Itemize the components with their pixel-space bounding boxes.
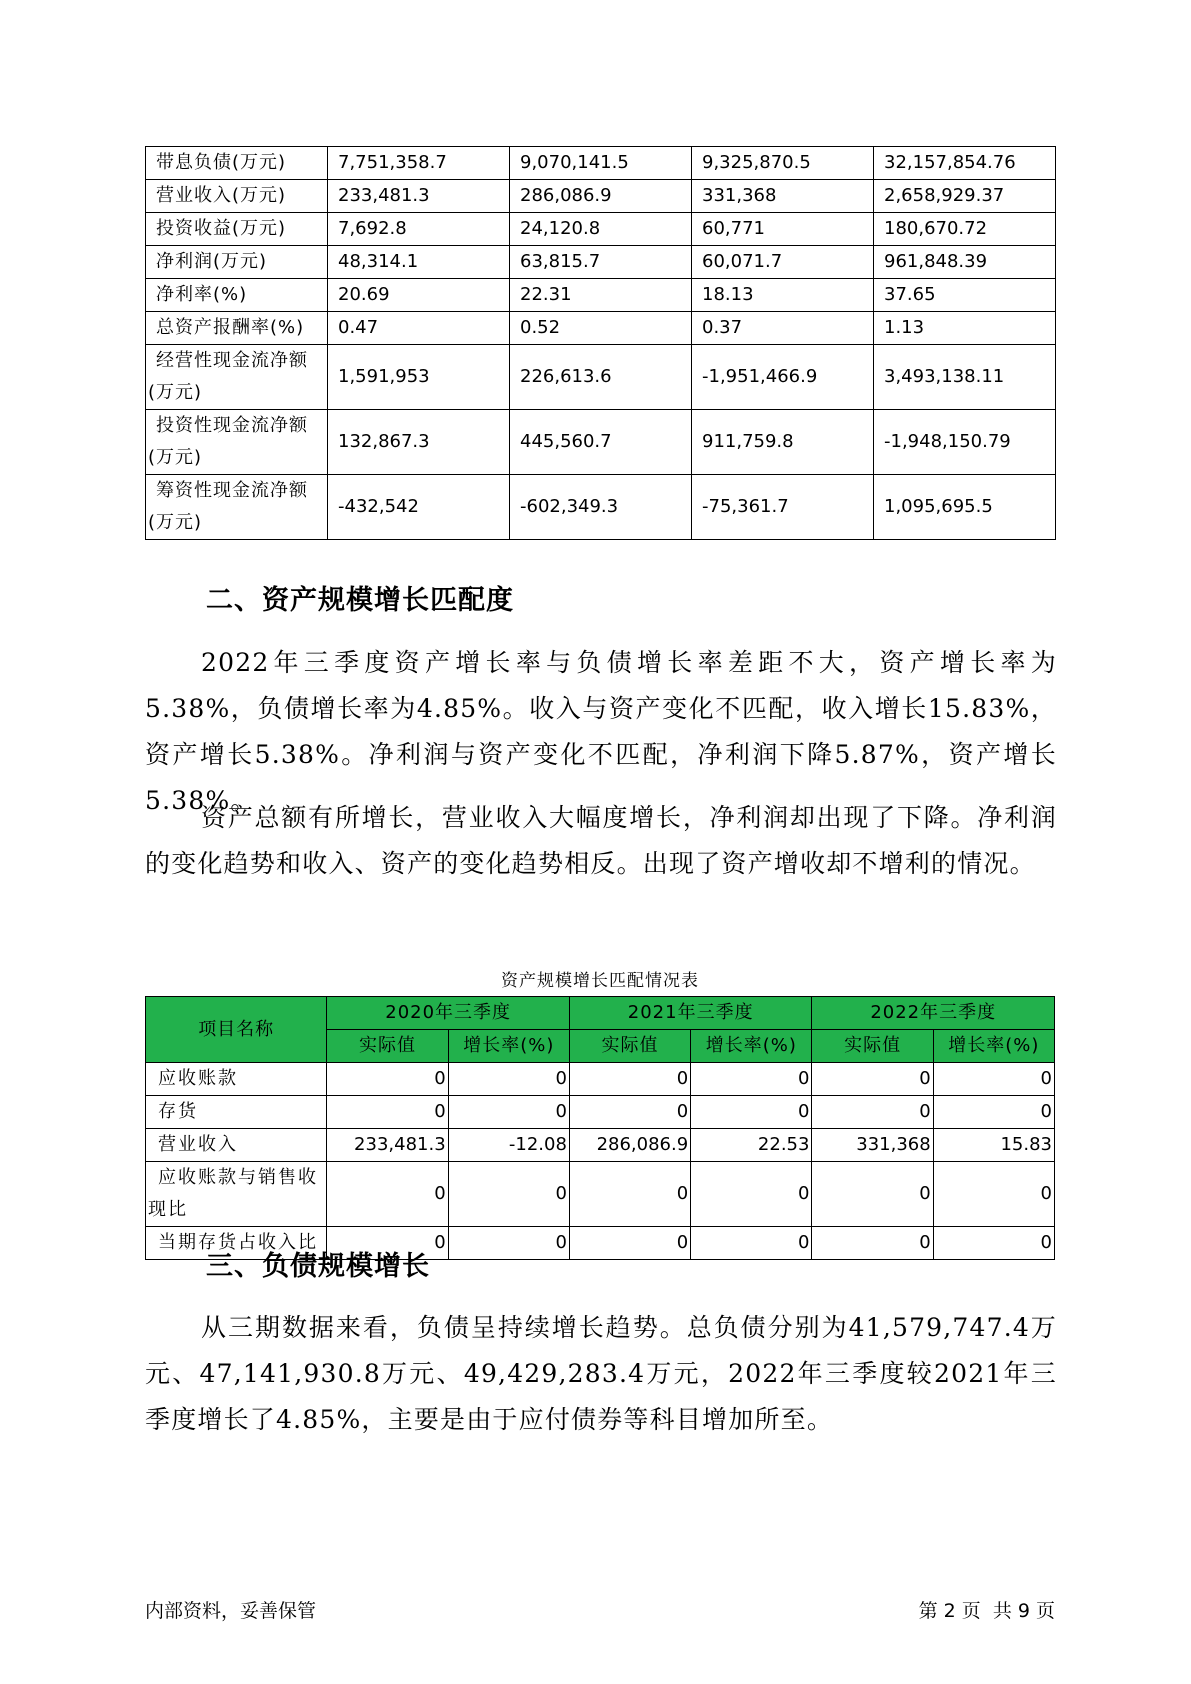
row-label: 营业收入(万元) bbox=[146, 180, 328, 213]
value-cell: 0.52 bbox=[510, 312, 692, 345]
value-cell: -1,948,150.79 bbox=[874, 410, 1056, 475]
value-cell: 0 bbox=[691, 1063, 812, 1096]
footer-confidential-note: 内部资料，妥善保管 bbox=[145, 1600, 317, 1622]
value-cell: 0 bbox=[327, 1162, 448, 1227]
value-cell: -602,349.3 bbox=[510, 475, 692, 540]
value-cell: 0 bbox=[812, 1096, 933, 1129]
value-cell: 0 bbox=[933, 1162, 1054, 1227]
row-label-line1: 经营性现金流净额 bbox=[156, 350, 308, 371]
value-cell: 180,670.72 bbox=[874, 213, 1056, 246]
value-cell: 0.47 bbox=[328, 312, 510, 345]
value-cell: 0 bbox=[933, 1227, 1054, 1260]
value-cell: 0 bbox=[691, 1227, 812, 1260]
row-label: 总资产报酬率(%) bbox=[146, 312, 328, 345]
row-label: 当期存货占收入比 bbox=[146, 1227, 327, 1260]
table-row bbox=[146, 1096, 1055, 1129]
row-label bbox=[146, 345, 328, 410]
value-cell: 331,368 bbox=[812, 1129, 933, 1162]
value-cell: 15.83 bbox=[933, 1129, 1054, 1162]
value-cell: 32,157,854.76 bbox=[874, 147, 1056, 180]
value-cell: 233,481.3 bbox=[327, 1129, 448, 1162]
table-row bbox=[146, 1129, 1055, 1162]
header-growth-rate: 增长率(%) bbox=[933, 1030, 1054, 1063]
header-period-2022: 2022年三季度 bbox=[812, 997, 1055, 1030]
value-cell: 1,095,695.5 bbox=[874, 475, 1056, 540]
table-row bbox=[146, 410, 1056, 475]
value-cell: 0.37 bbox=[692, 312, 874, 345]
table-row bbox=[146, 312, 1056, 345]
value-cell: 286,086.9 bbox=[569, 1129, 690, 1162]
value-cell: 0 bbox=[448, 1063, 569, 1096]
paragraph-asset-growth-rates: 2022年三季度资产增长率与负债增长率差距不大，资产增长率为5.38%，负债增长率为4.85%。收入与资产变化不匹配，收入增长15.83%，资产增长5.38%。净利润与资产变化不匹配，净利润下降5.87%，资产增长5.38%。 bbox=[145, 648, 1057, 815]
value-cell: 60,071.7 bbox=[692, 246, 874, 279]
value-cell: 20.69 bbox=[328, 279, 510, 312]
value-cell: 0 bbox=[327, 1096, 448, 1129]
value-cell: 331,368 bbox=[692, 180, 874, 213]
row-label-line2: 现比 bbox=[148, 1199, 188, 1220]
row-label-line1: 应收账款与销售收 bbox=[158, 1167, 318, 1188]
value-cell: 1.13 bbox=[874, 312, 1056, 345]
footer-page-number: 第 2 页 共 9 页 bbox=[918, 1600, 1055, 1622]
value-cell: 0 bbox=[569, 1162, 690, 1227]
table-row bbox=[146, 246, 1056, 279]
value-cell: 22.53 bbox=[691, 1129, 812, 1162]
value-cell: 0 bbox=[327, 1227, 448, 1260]
value-cell: 0 bbox=[691, 1162, 812, 1227]
asset-growth-match-table bbox=[145, 996, 1055, 1260]
table-row bbox=[146, 475, 1056, 540]
row-label-line2: (万元) bbox=[148, 447, 203, 468]
header-actual-value: 实际值 bbox=[569, 1030, 690, 1063]
row-label-line2: (万元) bbox=[148, 382, 203, 403]
header-growth-rate: 增长率(%) bbox=[691, 1030, 812, 1063]
value-cell: 233,481.3 bbox=[328, 180, 510, 213]
value-cell: 24,120.8 bbox=[510, 213, 692, 246]
value-cell: 7,692.8 bbox=[328, 213, 510, 246]
value-cell: -75,361.7 bbox=[692, 475, 874, 540]
table-row bbox=[146, 213, 1056, 246]
value-cell: 60,771 bbox=[692, 213, 874, 246]
value-cell: 132,867.3 bbox=[328, 410, 510, 475]
value-cell: 911,759.8 bbox=[692, 410, 874, 475]
financial-indicators-table bbox=[145, 146, 1056, 540]
table-row bbox=[146, 147, 1056, 180]
paragraph-liability-growth: 从三期数据来看，负债呈持续增长趋势。总负债分别为41,579,747.4万元、47,141,930.8万元、49,429,283.4万元，2022年三季度较2021年三季度增长了4.85%，主要是由于应付债券等科目增加所至。 bbox=[145, 1313, 1057, 1434]
value-cell: 9,325,870.5 bbox=[692, 147, 874, 180]
value-cell: 0 bbox=[933, 1096, 1054, 1129]
value-cell: 961,848.39 bbox=[874, 246, 1056, 279]
row-label: 存货 bbox=[146, 1096, 327, 1129]
value-cell: -432,542 bbox=[328, 475, 510, 540]
row-label: 投资收益(万元) bbox=[146, 213, 328, 246]
table-row bbox=[146, 180, 1056, 213]
header-item-name: 项目名称 bbox=[146, 997, 327, 1063]
section-heading-asset-growth: 二、资产规模增长匹配度 bbox=[206, 585, 514, 616]
value-cell: 37.65 bbox=[874, 279, 1056, 312]
value-cell: 0 bbox=[691, 1096, 812, 1129]
value-cell: 286,086.9 bbox=[510, 180, 692, 213]
value-cell: 22.31 bbox=[510, 279, 692, 312]
value-cell: 0 bbox=[812, 1227, 933, 1260]
value-cell: 9,070,141.5 bbox=[510, 147, 692, 180]
value-cell: 1,591,953 bbox=[328, 345, 510, 410]
table-row bbox=[146, 345, 1056, 410]
value-cell: 445,560.7 bbox=[510, 410, 692, 475]
table-row bbox=[146, 1063, 1055, 1096]
value-cell: 0 bbox=[812, 1162, 933, 1227]
header-actual-value: 实际值 bbox=[812, 1030, 933, 1063]
row-label-line1: 投资性现金流净额 bbox=[156, 415, 308, 436]
value-cell: 0 bbox=[448, 1096, 569, 1129]
value-cell: 18.13 bbox=[692, 279, 874, 312]
value-cell: -12.08 bbox=[448, 1129, 569, 1162]
value-cell: 0 bbox=[933, 1063, 1054, 1096]
value-cell: 0 bbox=[327, 1063, 448, 1096]
table-row bbox=[146, 1162, 1055, 1227]
row-label bbox=[146, 410, 328, 475]
value-cell: 0 bbox=[569, 1096, 690, 1129]
header-growth-rate: 增长率(%) bbox=[448, 1030, 569, 1063]
value-cell: 48,314.1 bbox=[328, 246, 510, 279]
row-label-line2: (万元) bbox=[148, 512, 203, 533]
header-period-2020: 2020年三季度 bbox=[327, 997, 570, 1030]
paragraph-asset-growth-summary: 资产总额有所增长，营业收入大幅度增长，净利润却出现了下降。净利润的变化趋势和收入、资产的变化趋势相反。出现了资产增收却不增利的情况。 bbox=[145, 803, 1057, 878]
row-label: 营业收入 bbox=[146, 1129, 327, 1162]
value-cell: 0 bbox=[569, 1227, 690, 1260]
value-cell: 7,751,358.7 bbox=[328, 147, 510, 180]
value-cell: -1,951,466.9 bbox=[692, 345, 874, 410]
value-cell: 3,493,138.11 bbox=[874, 345, 1056, 410]
value-cell: 0 bbox=[569, 1063, 690, 1096]
row-label bbox=[146, 475, 328, 540]
value-cell: 63,815.7 bbox=[510, 246, 692, 279]
row-label: 应收账款 bbox=[146, 1063, 327, 1096]
value-cell: 0 bbox=[448, 1227, 569, 1260]
row-label: 净利润(万元) bbox=[146, 246, 328, 279]
value-cell: 0 bbox=[448, 1162, 569, 1227]
value-cell: 2,658,929.37 bbox=[874, 180, 1056, 213]
table-row bbox=[146, 279, 1056, 312]
value-cell: 0 bbox=[812, 1063, 933, 1096]
row-label: 净利率(%) bbox=[146, 279, 328, 312]
section-heading-liability-growth: 三、负债规模增长 bbox=[206, 1251, 430, 1282]
table-caption: 资产规模增长匹配情况表 bbox=[501, 971, 699, 991]
value-cell: 226,613.6 bbox=[510, 345, 692, 410]
header-actual-value: 实际值 bbox=[327, 1030, 448, 1063]
row-label-line1: 筹资性现金流净额 bbox=[156, 480, 308, 501]
row-label: 带息负债(万元) bbox=[146, 147, 328, 180]
header-period-2021: 2021年三季度 bbox=[569, 997, 812, 1030]
row-label bbox=[146, 1162, 327, 1227]
